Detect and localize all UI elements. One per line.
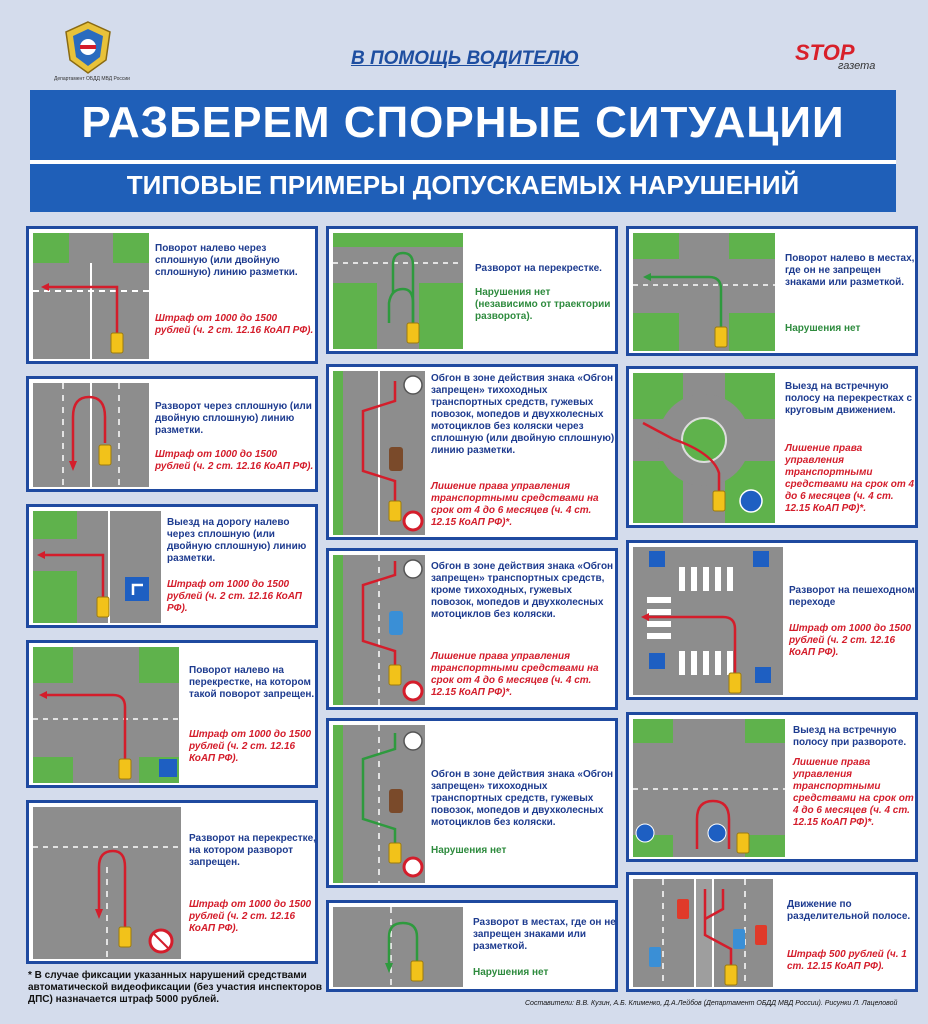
card-left-turn-allowed	[626, 226, 918, 356]
card-description: Движение по разделительной полосе.	[787, 899, 911, 922]
card-description: Выезд на встречную полосу на перекрестках с круговым движением.	[785, 381, 913, 416]
department-label: Департамент ОБДД МВД России	[54, 76, 130, 82]
card-overtake-slow-ok	[326, 718, 618, 888]
card-u-turn-intersection	[326, 226, 618, 354]
card-description: Обгон в зоне действия знака «Обгон запрещен» транспортных средств, кроме тихоходных, гужевых повозок, мопедов и двухколесных мотоциклов без коляски.	[431, 561, 614, 620]
card-ok: Нарушения нет (независимо от траектории разворота).	[475, 287, 611, 322]
card-penalty: Штраф от 1000 до 1500 рублей (ч. 2 ст. 12.16 КоАП РФ).	[189, 899, 312, 934]
page-title: РАЗБЕРЕМ СПОРНЫЕ СИТУАЦИИ	[81, 98, 845, 147]
card-u-turn-allowed	[326, 900, 618, 992]
banner-divider	[30, 160, 896, 164]
scene-illustration	[33, 383, 149, 487]
scene-illustration	[333, 371, 425, 535]
scene-illustration	[33, 511, 161, 623]
card-description: Разворот в местах, где он не запрещен знаками или разметкой.	[473, 917, 616, 952]
card-penalty: Лишение права управления транспортными средствами на срок от 4 до 6 месяцев (ч. 4 ст. 12.15 КоАП РФ)*.	[785, 443, 915, 514]
footnote: * В случае фиксации указанных нарушений средствами автоматической видеофиксации (без участия инспекторов ДПС) назначается штраф 5000 рублей.	[28, 970, 323, 1005]
scene-illustration	[33, 647, 179, 783]
card-penalty: Штраф от 1000 до 1500 рублей (ч. 2 ст. 12.16 КоАП РФ).	[789, 623, 912, 658]
card-description: Поворот налево через сплошную (или двойную сплошную) линию разметки.	[155, 243, 298, 278]
card-left-turn-solid	[26, 226, 318, 364]
card-exit-left-solid	[26, 504, 318, 628]
card-penalty: Штраф от 1000 до 1500 рублей (ч. 2 ст. 12.16 КоАП РФ).	[167, 579, 302, 614]
card-description: Обгон в зоне действия знака «Обгон запрещен» тихоходных транспортных средств, гужевых повозок, мопедов и двухколесных мотоциклов без коляски через сплошную (или двойную сплошную) линию разметки.	[431, 373, 615, 456]
card-penalty: Штраф 500 рублей (ч. 1 ст. 12.15 КоАП РФ).	[787, 949, 907, 972]
card-description: Поворот налево на перекрестке, на котором такой поворот запрещен.	[189, 665, 315, 700]
page-subtitle: ТИПОВЫЕ ПРИМЕРЫ ДОПУСКАЕМЫХ НАРУШЕНИЙ	[126, 170, 800, 200]
stop-logo-sub: газета	[838, 60, 876, 72]
card-ok: Нарушения нет	[431, 845, 507, 856]
card-penalty: Штраф от 1000 до 1500 рублей (ч. 2 ст. 12.16 КоАП РФ).	[189, 729, 312, 764]
scene-illustration	[33, 807, 181, 959]
credits: Составители: В.В. Кузин, А.Б. Клименко, Д.А.Лейбов (Департамент ОБДД МВД России). Рисунки Л. Лацеловой	[525, 1000, 898, 1007]
card-ok: Нарушения нет	[473, 967, 549, 978]
card-description: Разворот на перекрестке.	[475, 263, 602, 274]
card-penalty: Лишение права управления транспортными средствами на срок от 4 до 6 месяцев (ч. 4 ст. 12.15 КоАП РФ)*.	[431, 651, 599, 698]
card-ok: Нарушения нет	[785, 323, 861, 334]
card-description: Обгон в зоне действия знака «Обгон запрещен» тихоходных транспортных средств, гужевых повозок, мопедов и двухколесных мотоциклов без коляски.	[431, 769, 614, 828]
scene-illustration	[633, 547, 783, 695]
card-u-turn-oncoming	[626, 712, 918, 862]
card-u-turn-prohibited	[26, 800, 318, 964]
scene-illustration	[333, 725, 425, 883]
scene-illustration	[333, 907, 463, 987]
header-area	[0, 0, 928, 88]
card-description: Разворот через сплошную (или двойную сплошную) линию разметки.	[155, 401, 312, 436]
card-overtake-slow-solid	[326, 364, 618, 540]
card-penalty: Штраф от 1000 до 1500 рублей (ч. 2 ст. 12.16 КоАП РФ).	[155, 313, 314, 336]
scene-illustration	[633, 879, 773, 987]
gibdd-emblem-icon	[58, 20, 118, 75]
card-description: Разворот на пешеходном переходе	[789, 585, 915, 608]
card-description: Выезд на дорогу налево через сплошную (или двойную сплошную) линию разметки.	[167, 517, 307, 564]
header-subtitle: В ПОМОЩЬ ВОДИТЕЛЮ	[350, 48, 580, 69]
scene-illustration	[333, 233, 463, 349]
card-u-turn-crosswalk	[626, 540, 918, 700]
card-overtake-fast	[326, 548, 618, 710]
card-description: Выезд на встречную полосу при развороте.	[793, 725, 907, 748]
scene-illustration	[633, 233, 775, 351]
card-left-turn-prohibited	[26, 640, 318, 788]
scene-illustration	[633, 719, 785, 857]
stop-logo: STOP	[795, 40, 855, 65]
card-description: Поворот налево в местах, где он не запрещен знаками или разметкой.	[785, 253, 915, 288]
card-u-turn-solid	[26, 376, 318, 492]
card-roundabout	[626, 366, 918, 528]
card-description: Разворот на перекрестке, на котором разворот запрещен.	[189, 833, 316, 868]
card-penalty: Лишение права управления транспортными средствами на срок от 4 до 6 месяцев (ч. 4 ст. 12.15 КоАП РФ)*.	[431, 481, 599, 528]
scene-illustration	[33, 233, 149, 359]
card-penalty: Штраф от 1000 до 1500 рублей (ч. 2 ст. 12.16 КоАП РФ).	[155, 449, 314, 472]
card-penalty: Лишение права управления транспортными средствами на срок от 4 до 6 месяцев (ч. 4 ст. 12.15 КоАП РФ)*.	[793, 757, 914, 828]
scene-illustration	[633, 373, 775, 523]
scene-illustration	[333, 555, 425, 705]
card-median-driving	[626, 872, 918, 992]
